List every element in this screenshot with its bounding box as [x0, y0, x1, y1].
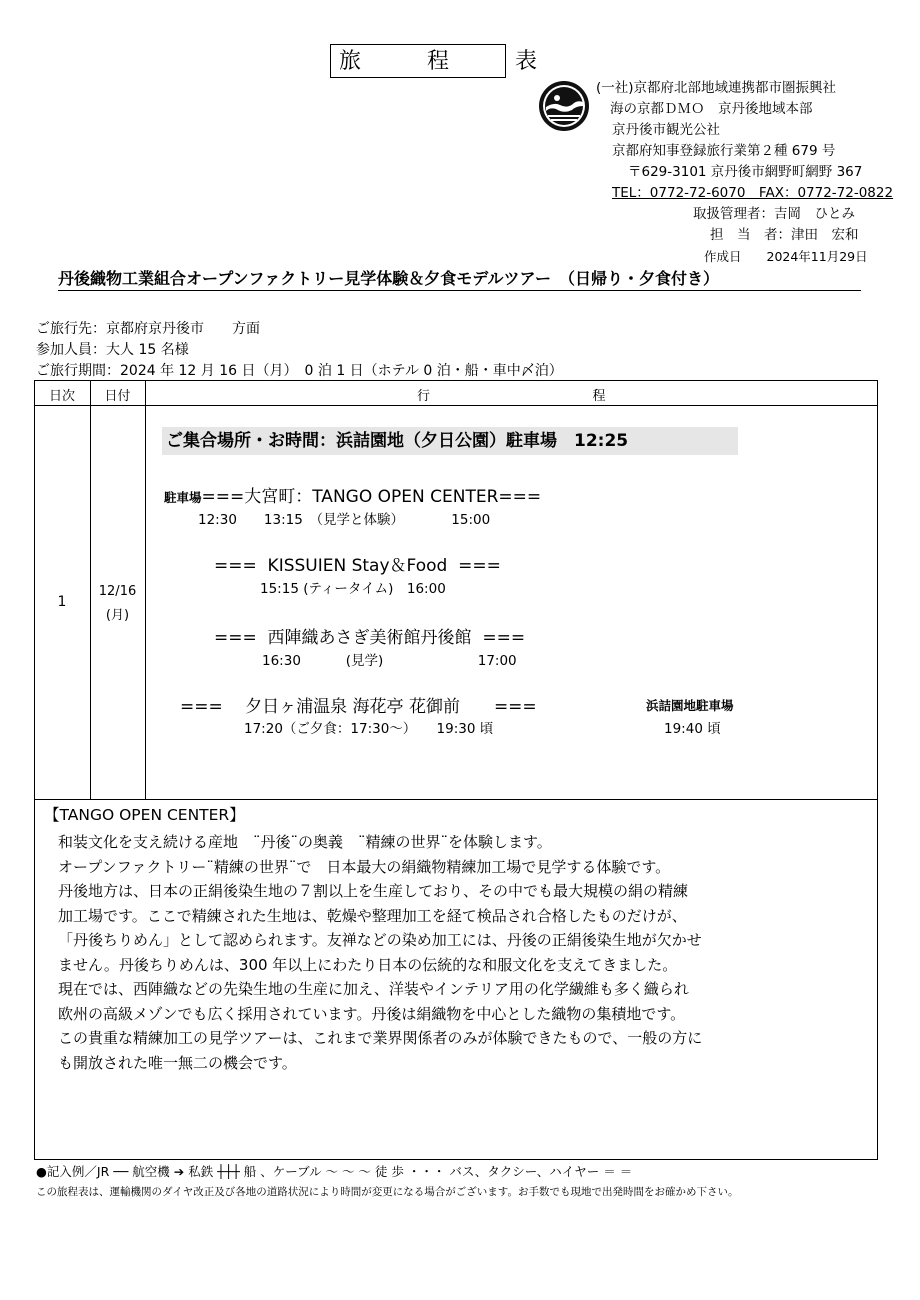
description-line: 和装文化を支え続ける産地 ¨丹後¨の奥義 ¨精練の世界¨を体験します。	[58, 833, 552, 851]
participants: 参加人員：大人 15 名様	[36, 342, 189, 358]
description-line: オープンファクトリー¨精練の世界¨で 日本最大の絹織物精練加工場で見学する体験です。	[58, 857, 671, 876]
description-line: ません。丹後ちりめんは、300 年以上にわたり日本の伝統的な和服文化を支えてきました。	[58, 955, 678, 974]
day-number: 1	[57, 594, 67, 610]
dmo-logo-icon	[538, 80, 590, 132]
description-line: 「丹後ちりめん」として認められます。友禅などの染め加工には、丹後の正絹後染生地が欠かせ	[58, 931, 702, 949]
description-line: も開放された唯一無二の機会です。	[58, 1053, 297, 1072]
stop-1-start: 駐車場	[164, 490, 202, 505]
org-line-1: (一社)京都府北部地域連携都市圏振興社	[596, 80, 837, 96]
stop-4-times: 17:20（ご夕食：17:30～） 19:30 頃	[244, 721, 494, 737]
itinerary-stop-2: === KISSUIEN Stay＆Food ===	[214, 556, 501, 576]
stop-2-times: 15:15 (ティータイム) 16:00	[260, 581, 446, 597]
return-point: 浜詰園地駐車場	[646, 698, 734, 713]
travel-period: ご旅行期間：2024 年 12 月 16 日（月） 0 泊 1 日（ホテル 0 泊・船・車中〆泊）	[36, 363, 563, 379]
itinerary-stop-4: === 夕日ヶ浦温泉 海花亭 花御前 ===	[180, 697, 537, 717]
schedule-note: この旅程表は、運輸機関のダイヤ改正及び各地の道路状況により時間が変更になる場合がございます。お手数でも現地で出発時間をお確かめ下さい。	[36, 1186, 739, 1198]
transport-legend: ●記入例／JR ── 航空機 ➔ 私鉄 ┼┼┼ 船 、ケーブル ～ ～ ～ 徒 歩 ・・・ バス、タクシー、ハイヤー ＝ ＝	[36, 1164, 633, 1179]
description-line: 丹後地方は、日本の正絹後染生地の７割以上を生産しており、その中でも最大規模の絹の精練	[58, 882, 689, 900]
trip-date: 12/16	[98, 584, 137, 599]
stop-3-times: 16:30 (見学) 17:00	[262, 653, 517, 669]
tour-name: 丹後織物工業組合オープンファクトリー見学体験＆夕食モデルツアー （日帰り・夕食付き）	[58, 269, 719, 288]
description-line: 加工場です。ここで精練された生地は、乾燥や整理加工を経て検品され合格したものだけが、	[58, 906, 687, 925]
destination: ご旅行先：京都府京丹後市 方面	[36, 321, 260, 337]
description-line: 現在では、西陣織などの先染生地の生産に加え、洋装やインテリア用の化学繊維も多く織られ	[58, 980, 689, 998]
org-line-4: 京都府知事登録旅行業第２種 679 号	[612, 143, 836, 159]
gathering-info: ご集合場所・お時間：浜詰園地（夕日公園）駐車場 12:25	[162, 427, 738, 455]
col-divider-2	[145, 380, 146, 799]
header-itinerary: 行 程	[416, 389, 606, 404]
return-time: 19:40 頃	[664, 721, 721, 737]
tour-name-underline	[58, 290, 861, 291]
description-heading: 【TANGO OPEN CENTER】	[44, 806, 245, 824]
staff-contact: 担 当 者：津田 宏和	[710, 227, 859, 243]
org-line-2: 海の京都ＤＭＯ 京丹後地域本部	[610, 101, 813, 117]
trip-weekday: (月)	[105, 608, 130, 623]
header-day-number: 日次	[48, 389, 75, 404]
header-date: 日付	[104, 389, 131, 404]
created-date: 作成日 2024年11月29日	[704, 249, 868, 264]
stop-1-route: ===大宮町：TANGO OPEN CENTER===	[201, 487, 542, 507]
document-title: 旅 程 表	[330, 44, 506, 78]
org-phone-fax: TEL：0772-72-6070 FAX：0772-72-0822	[612, 185, 894, 201]
description-line: 欧州の高級メゾンでも広く採用されています。丹後は絹織物を中心とした織物の集積地です。	[58, 1004, 686, 1023]
description-line: この貴重な精練加工の見学ツアーは、これまで業界関係者のみが体験できたもので、一般の方に	[58, 1029, 703, 1047]
stop-1-times: 12:30 13:15 （見学と体験） 15:00	[198, 512, 491, 528]
travel-manager: 取扱管理者：吉岡 ひとみ	[693, 206, 855, 222]
description-text	[58, 830, 868, 1075]
org-line-3: 京丹後市観光公社	[612, 122, 720, 138]
table-bottom-divider	[34, 799, 878, 800]
org-address: 〒629-3101 京丹後市網野町網野 367	[628, 164, 863, 180]
itinerary-stop-1	[164, 482, 541, 507]
table-header-divider	[34, 405, 878, 406]
itinerary-stop-3: === 西陣織あさぎ美術館丹後館 ===	[214, 628, 526, 648]
